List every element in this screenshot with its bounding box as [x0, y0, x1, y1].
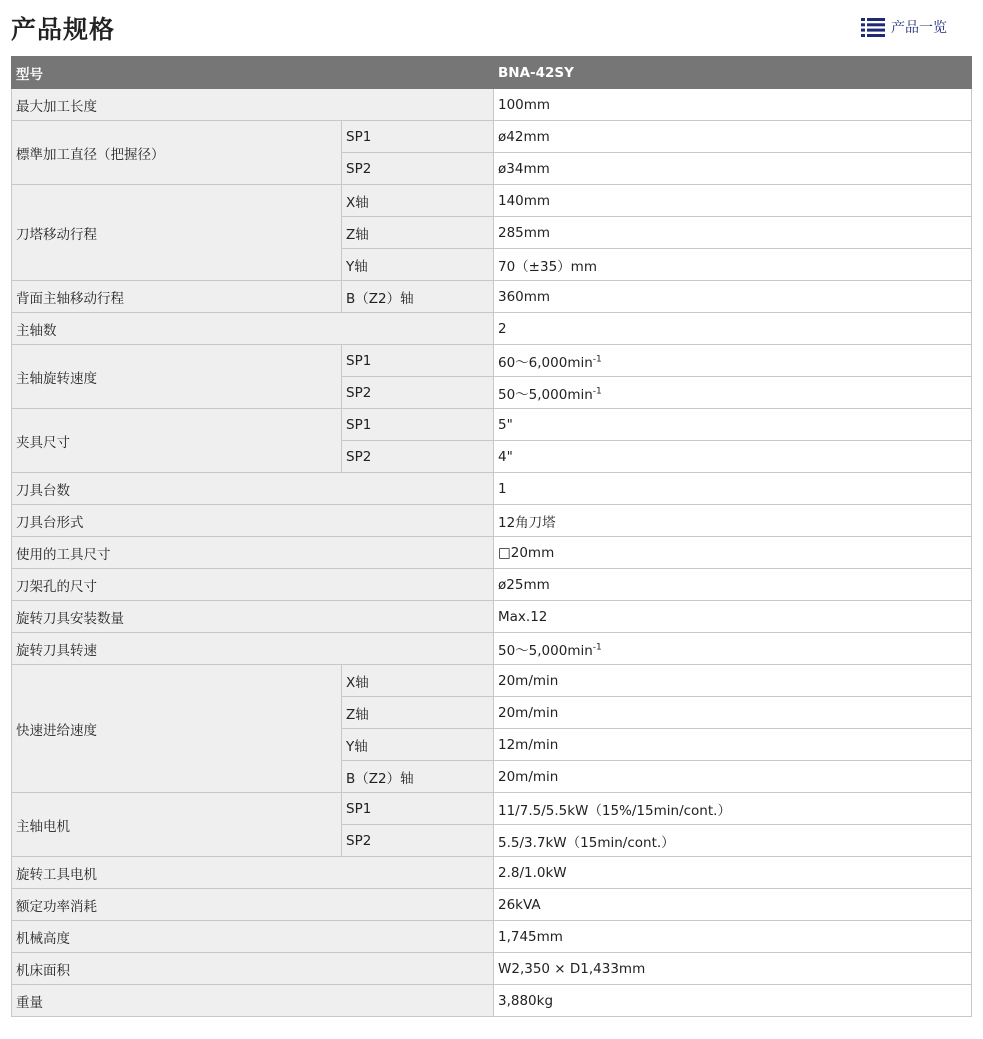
row-label: 旋转工具电机	[12, 857, 494, 889]
value-text: 60～6,000min	[498, 354, 593, 371]
table-row	[12, 889, 972, 921]
row-value: 3,880kg	[494, 985, 972, 1017]
table-row	[12, 665, 972, 697]
table-row	[12, 953, 972, 985]
table-row	[12, 345, 972, 377]
row-value: 5"	[494, 409, 972, 441]
value-text: 50～5,000min	[498, 386, 593, 403]
table-row	[12, 185, 972, 217]
row-value: ø34mm	[494, 153, 972, 185]
row-label: 主轴数	[12, 313, 494, 345]
row-value: 4"	[494, 441, 972, 473]
row-value: 2.8/1.0kW	[494, 857, 972, 889]
row-label: 机械高度	[12, 921, 494, 953]
row-value: 20m/min	[494, 761, 972, 793]
row-value: 1,745mm	[494, 921, 972, 953]
row-sub-label: SP2	[342, 153, 494, 185]
row-sub-label: SP1	[342, 409, 494, 441]
table-row	[12, 569, 972, 601]
row-sub-label: SP2	[342, 441, 494, 473]
product-list-link[interactable]	[861, 16, 947, 38]
row-sub-label: Y轴	[342, 249, 494, 281]
row-label: 主轴旋转速度	[12, 345, 342, 409]
list-icon	[861, 18, 885, 37]
row-value: 140mm	[494, 185, 972, 217]
row-value: ø25mm	[494, 569, 972, 601]
row-label: 刀具台形式	[12, 505, 494, 537]
row-value: W2,350 × D1,433mm	[494, 953, 972, 985]
row-label: 標準加工直径（把握径）	[12, 121, 342, 185]
row-sub-label: X轴	[342, 665, 494, 697]
table-row	[12, 473, 972, 505]
spec-table	[11, 56, 972, 1017]
row-value: 12角刀塔	[494, 505, 972, 537]
row-label: 夹具尺寸	[12, 409, 342, 473]
row-sub-label: SP2	[342, 825, 494, 857]
row-sub-label: SP1	[342, 793, 494, 825]
row-label: 刀具台数	[12, 473, 494, 505]
table-row	[12, 505, 972, 537]
row-value: 20m/min	[494, 697, 972, 729]
row-value	[494, 345, 972, 377]
unit-exponent: -1	[592, 386, 602, 396]
row-label: 主轴电机	[12, 793, 342, 857]
row-label: 机床面积	[12, 953, 494, 985]
row-sub-label: X轴	[342, 185, 494, 217]
table-row	[12, 89, 972, 121]
table-row	[12, 985, 972, 1017]
row-label: 刀塔移动行程	[12, 185, 342, 281]
table-row	[12, 857, 972, 889]
table-row	[12, 281, 972, 313]
row-label: 最大加工长度	[12, 89, 494, 121]
row-value	[494, 633, 972, 665]
row-sub-label: Z轴	[342, 217, 494, 249]
row-value: Max.12	[494, 601, 972, 633]
row-label: 额定功率消耗	[12, 889, 494, 921]
row-sub-label: SP2	[342, 377, 494, 409]
table-row	[12, 793, 972, 825]
row-label: 快速进给速度	[12, 665, 342, 793]
row-value: □20mm	[494, 537, 972, 569]
row-value: ø42mm	[494, 121, 972, 153]
model-label: 型号	[12, 57, 494, 89]
row-value	[494, 377, 972, 409]
row-sub-label: B（Z2）轴	[342, 761, 494, 793]
table-row	[12, 633, 972, 665]
row-sub-label: SP1	[342, 121, 494, 153]
row-label: 重量	[12, 985, 494, 1017]
table-row	[12, 121, 972, 153]
row-label: 旋转刀具转速	[12, 633, 494, 665]
row-label: 背面主轴移动行程	[12, 281, 342, 313]
row-sub-label: B（Z2）轴	[342, 281, 494, 313]
row-sub-label: SP1	[342, 345, 494, 377]
row-value: 26kVA	[494, 889, 972, 921]
row-value: 285mm	[494, 217, 972, 249]
row-value: 360mm	[494, 281, 972, 313]
table-row	[12, 409, 972, 441]
row-value: 100mm	[494, 89, 972, 121]
row-value: 12m/min	[494, 729, 972, 761]
row-sub-label: Z轴	[342, 697, 494, 729]
row-value: 70（±35）mm	[494, 249, 972, 281]
unit-exponent: -1	[592, 642, 602, 652]
row-value: 5.5/3.7kW（15min/cont.）	[494, 825, 972, 857]
product-list-label: 产品一览	[891, 20, 947, 36]
row-label: 旋转刀具安装数量	[12, 601, 494, 633]
table-row	[12, 921, 972, 953]
table-row	[12, 601, 972, 633]
row-label: 使用的工具尺寸	[12, 537, 494, 569]
unit-exponent: -1	[592, 354, 602, 364]
row-value: 20m/min	[494, 665, 972, 697]
page-title: 产品规格	[11, 15, 116, 44]
row-label: 刀架孔的尺寸	[12, 569, 494, 601]
table-row	[12, 537, 972, 569]
table-header-row	[12, 57, 972, 89]
row-value: 11/7.5/5.5kW（15%/15min/cont.）	[494, 793, 972, 825]
model-value: BNA-42SY	[494, 57, 972, 89]
row-value: 1	[494, 473, 972, 505]
row-value: 2	[494, 313, 972, 345]
row-sub-label: Y轴	[342, 729, 494, 761]
value-text: 50～5,000min	[498, 642, 593, 659]
table-row	[12, 313, 972, 345]
